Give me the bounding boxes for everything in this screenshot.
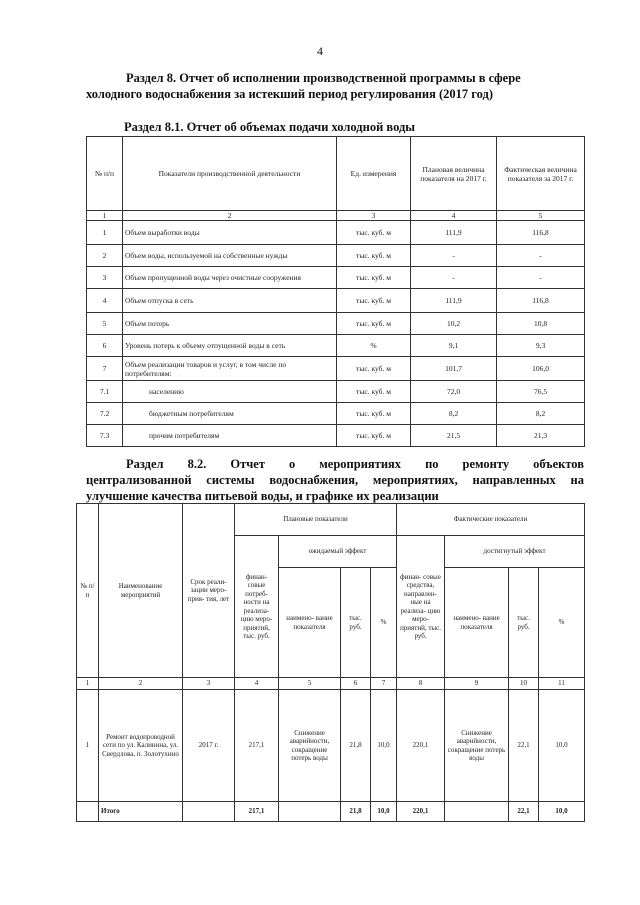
- col-number: 3: [337, 211, 411, 221]
- row-fact: -: [497, 267, 585, 289]
- col-number: 2: [123, 211, 337, 221]
- total-plan-finance: 217,1: [235, 802, 279, 822]
- row-plan-finance: 217,1: [235, 690, 279, 802]
- total-fact-rub: 22,1: [509, 802, 539, 822]
- row-unit: тыс. куб. м: [337, 403, 411, 425]
- table-row: [87, 403, 585, 425]
- column-number-row: [77, 678, 585, 690]
- row-fact: 9,3: [497, 335, 585, 357]
- table-row: [87, 245, 585, 267]
- row-plan: 72,0: [411, 381, 497, 403]
- header-name: Наименование мероприятий: [99, 504, 183, 678]
- row-name: населению: [123, 381, 337, 403]
- header-percent-fact: %: [539, 568, 585, 678]
- row-fact-rub: 22,1: [509, 690, 539, 802]
- row-name: Объем отпуска в сеть: [123, 289, 337, 313]
- row-unit: тыс. куб. м: [337, 289, 411, 313]
- row-plan: 101,7: [411, 357, 497, 381]
- col-number: 4: [235, 678, 279, 690]
- row-num: 7.1: [87, 381, 123, 403]
- header-expected-effect: ожидаемый эффект: [279, 536, 397, 568]
- row-plan: -: [411, 267, 497, 289]
- page-number: 4: [317, 44, 323, 58]
- col-number: 10: [509, 678, 539, 690]
- header-num: № п/п: [77, 504, 99, 678]
- row-fact: 10,8: [497, 313, 585, 335]
- row-num: 4: [87, 289, 123, 313]
- header-planned: Плановая величина показателя на 2017 г.: [411, 137, 497, 211]
- table-row: [87, 335, 585, 357]
- section-8-heading-line2: холодного водоснабжения за истекший период регулирования (2017 год): [86, 87, 493, 101]
- header-actual-group: Фактические показатели: [397, 504, 585, 536]
- row-plan: 10,2: [411, 313, 497, 335]
- column-number-row: [87, 211, 585, 221]
- table-row: [87, 381, 585, 403]
- row-num: 3: [87, 267, 123, 289]
- row-fact: 76,5: [497, 381, 585, 403]
- header-achieved-effect: достигнутый эффект: [445, 536, 585, 568]
- row-num: 7.2: [87, 403, 123, 425]
- row-name: Объем выработки воды: [123, 221, 337, 245]
- section-8-2-heading-line1: Раздел 8.2. Отчет о мероприятиях по ремонту объектов: [126, 457, 584, 471]
- row-unit: тыс. куб. м: [337, 381, 411, 403]
- table-header-row: [77, 504, 585, 536]
- header-fact-finance: финан- совые средства, направлен- ные на реализа- цию меро- приятий, тыс. руб.: [397, 536, 445, 678]
- total-label: Итого: [99, 802, 183, 822]
- header-actual: Фактическая величина показателя за 2017 г.: [497, 137, 585, 211]
- section-8-2-heading-line3: улучшение качества питьевой воды, и графике их реализации: [86, 489, 439, 503]
- row-name: Уровень потерь к объему отпущенной воды в сеть: [123, 335, 337, 357]
- table-row: [87, 221, 585, 245]
- row-unit: %: [337, 335, 411, 357]
- row-term: 2017 г.: [183, 690, 235, 802]
- row-name: Объем пропущенной воды через очистные сооружения: [123, 267, 337, 289]
- row-plan: 111,9: [411, 221, 497, 245]
- row-fact: 116,8: [497, 221, 585, 245]
- header-thous-rub-fact: тыс. руб.: [509, 568, 539, 678]
- col-number: 7: [371, 678, 397, 690]
- col-number: 1: [77, 678, 99, 690]
- col-number: 11: [539, 678, 585, 690]
- row-plan-pct: 10,0: [371, 690, 397, 802]
- col-number: 2: [99, 678, 183, 690]
- row-name: Ремонт водопроводной сети по ул. Калинина, ул. Свердлова, п. Золотухино: [99, 690, 183, 802]
- header-thous-rub: тыс. руб.: [341, 568, 371, 678]
- row-fact-pct: 10,0: [539, 690, 585, 802]
- header-unit: Ед. измерения: [337, 137, 411, 211]
- total-num: [77, 802, 99, 822]
- row-fact: -: [497, 245, 585, 267]
- col-number: 1: [87, 211, 123, 221]
- total-row: [77, 802, 585, 822]
- section-8-heading-line1: Раздел 8. Отчет об исполнении производственной программы в сфере: [126, 71, 521, 85]
- header-effect-name: наимено- вание показателя: [279, 568, 341, 678]
- row-num: 2: [87, 245, 123, 267]
- row-name: Объем реализации товаров и услуг, в том числе по потребителям:: [123, 357, 337, 381]
- row-fact-effect: Снижение аварийности, сокращение потерь воды: [445, 690, 509, 802]
- row-name: прочим потребителям: [123, 425, 337, 447]
- table-row: [87, 425, 585, 447]
- table-row: [77, 690, 585, 802]
- col-number: 6: [341, 678, 371, 690]
- row-fact: 106,0: [497, 357, 585, 381]
- header-planned-group: Плановые показатели: [235, 504, 397, 536]
- row-fact-finance: 220,1: [397, 690, 445, 802]
- repair-measures-table: [76, 503, 585, 822]
- row-plan: 9,1: [411, 335, 497, 357]
- row-plan: 8,2: [411, 403, 497, 425]
- row-num: 1: [87, 221, 123, 245]
- col-number: 5: [497, 211, 585, 221]
- col-number: 3: [183, 678, 235, 690]
- row-unit: тыс. куб. м: [337, 221, 411, 245]
- row-unit: тыс. куб. м: [337, 357, 411, 381]
- row-unit: тыс. куб. м: [337, 267, 411, 289]
- row-plan-effect: Снижение аварийности, сокращение потерь воды: [279, 690, 341, 802]
- row-unit: тыс. куб. м: [337, 425, 411, 447]
- col-number: 9: [445, 678, 509, 690]
- row-unit: тыс. куб. м: [337, 313, 411, 335]
- row-num: 5: [87, 313, 123, 335]
- row-plan: -: [411, 245, 497, 267]
- total-fact-effect: [445, 802, 509, 822]
- total-term: [183, 802, 235, 822]
- section-8-heading: [86, 70, 586, 102]
- section-8-1-heading: Раздел 8.1. Отчет об объемах подачи холодной воды: [124, 120, 416, 134]
- row-name: Объем воды, используемой на собственные нужды: [123, 245, 337, 267]
- table-row: [87, 267, 585, 289]
- water-supply-volumes-table: [86, 136, 585, 447]
- row-fact: 8,2: [497, 403, 585, 425]
- row-name: Объем потерь: [123, 313, 337, 335]
- row-num: 7.3: [87, 425, 123, 447]
- table-row: [87, 313, 585, 335]
- col-number: 5: [279, 678, 341, 690]
- table-row: [87, 289, 585, 313]
- section-8-2-heading: [86, 456, 584, 504]
- total-plan-pct: 10,0: [371, 802, 397, 822]
- row-name: бюджетным потребителям: [123, 403, 337, 425]
- row-num: 7: [87, 357, 123, 381]
- row-plan-rub: 21,8: [341, 690, 371, 802]
- header-num: № п/п: [87, 137, 123, 211]
- total-plan-rub: 21,8: [341, 802, 371, 822]
- row-fact: 21,3: [497, 425, 585, 447]
- section-8-2-heading-line2: централизованной системы водоснабжения, мероприятиях, направленных на: [86, 473, 584, 487]
- header-indicator: Показатели производственной деятельности: [123, 137, 337, 211]
- col-number: 4: [411, 211, 497, 221]
- header-percent: %: [371, 568, 397, 678]
- row-plan: 111,9: [411, 289, 497, 313]
- total-fact-pct: 10,0: [539, 802, 585, 822]
- table-header-row: [87, 137, 585, 211]
- row-fact: 116,8: [497, 289, 585, 313]
- col-number: 8: [397, 678, 445, 690]
- row-num: 1: [77, 690, 99, 802]
- header-term: Срок реали- зации меро- прия- тия, лет: [183, 504, 235, 678]
- total-fact-finance: 220,1: [397, 802, 445, 822]
- row-num: 6: [87, 335, 123, 357]
- header-effect-name-fact: наимено- вание показателя: [445, 568, 509, 678]
- total-plan-effect: [279, 802, 341, 822]
- row-unit: тыс. куб. м: [337, 245, 411, 267]
- header-plan-finance: финан- совые потреб- ности на реализа- цию меро- приятий, тыс. руб.: [235, 536, 279, 678]
- table-row: [87, 357, 585, 381]
- row-plan: 21,5: [411, 425, 497, 447]
